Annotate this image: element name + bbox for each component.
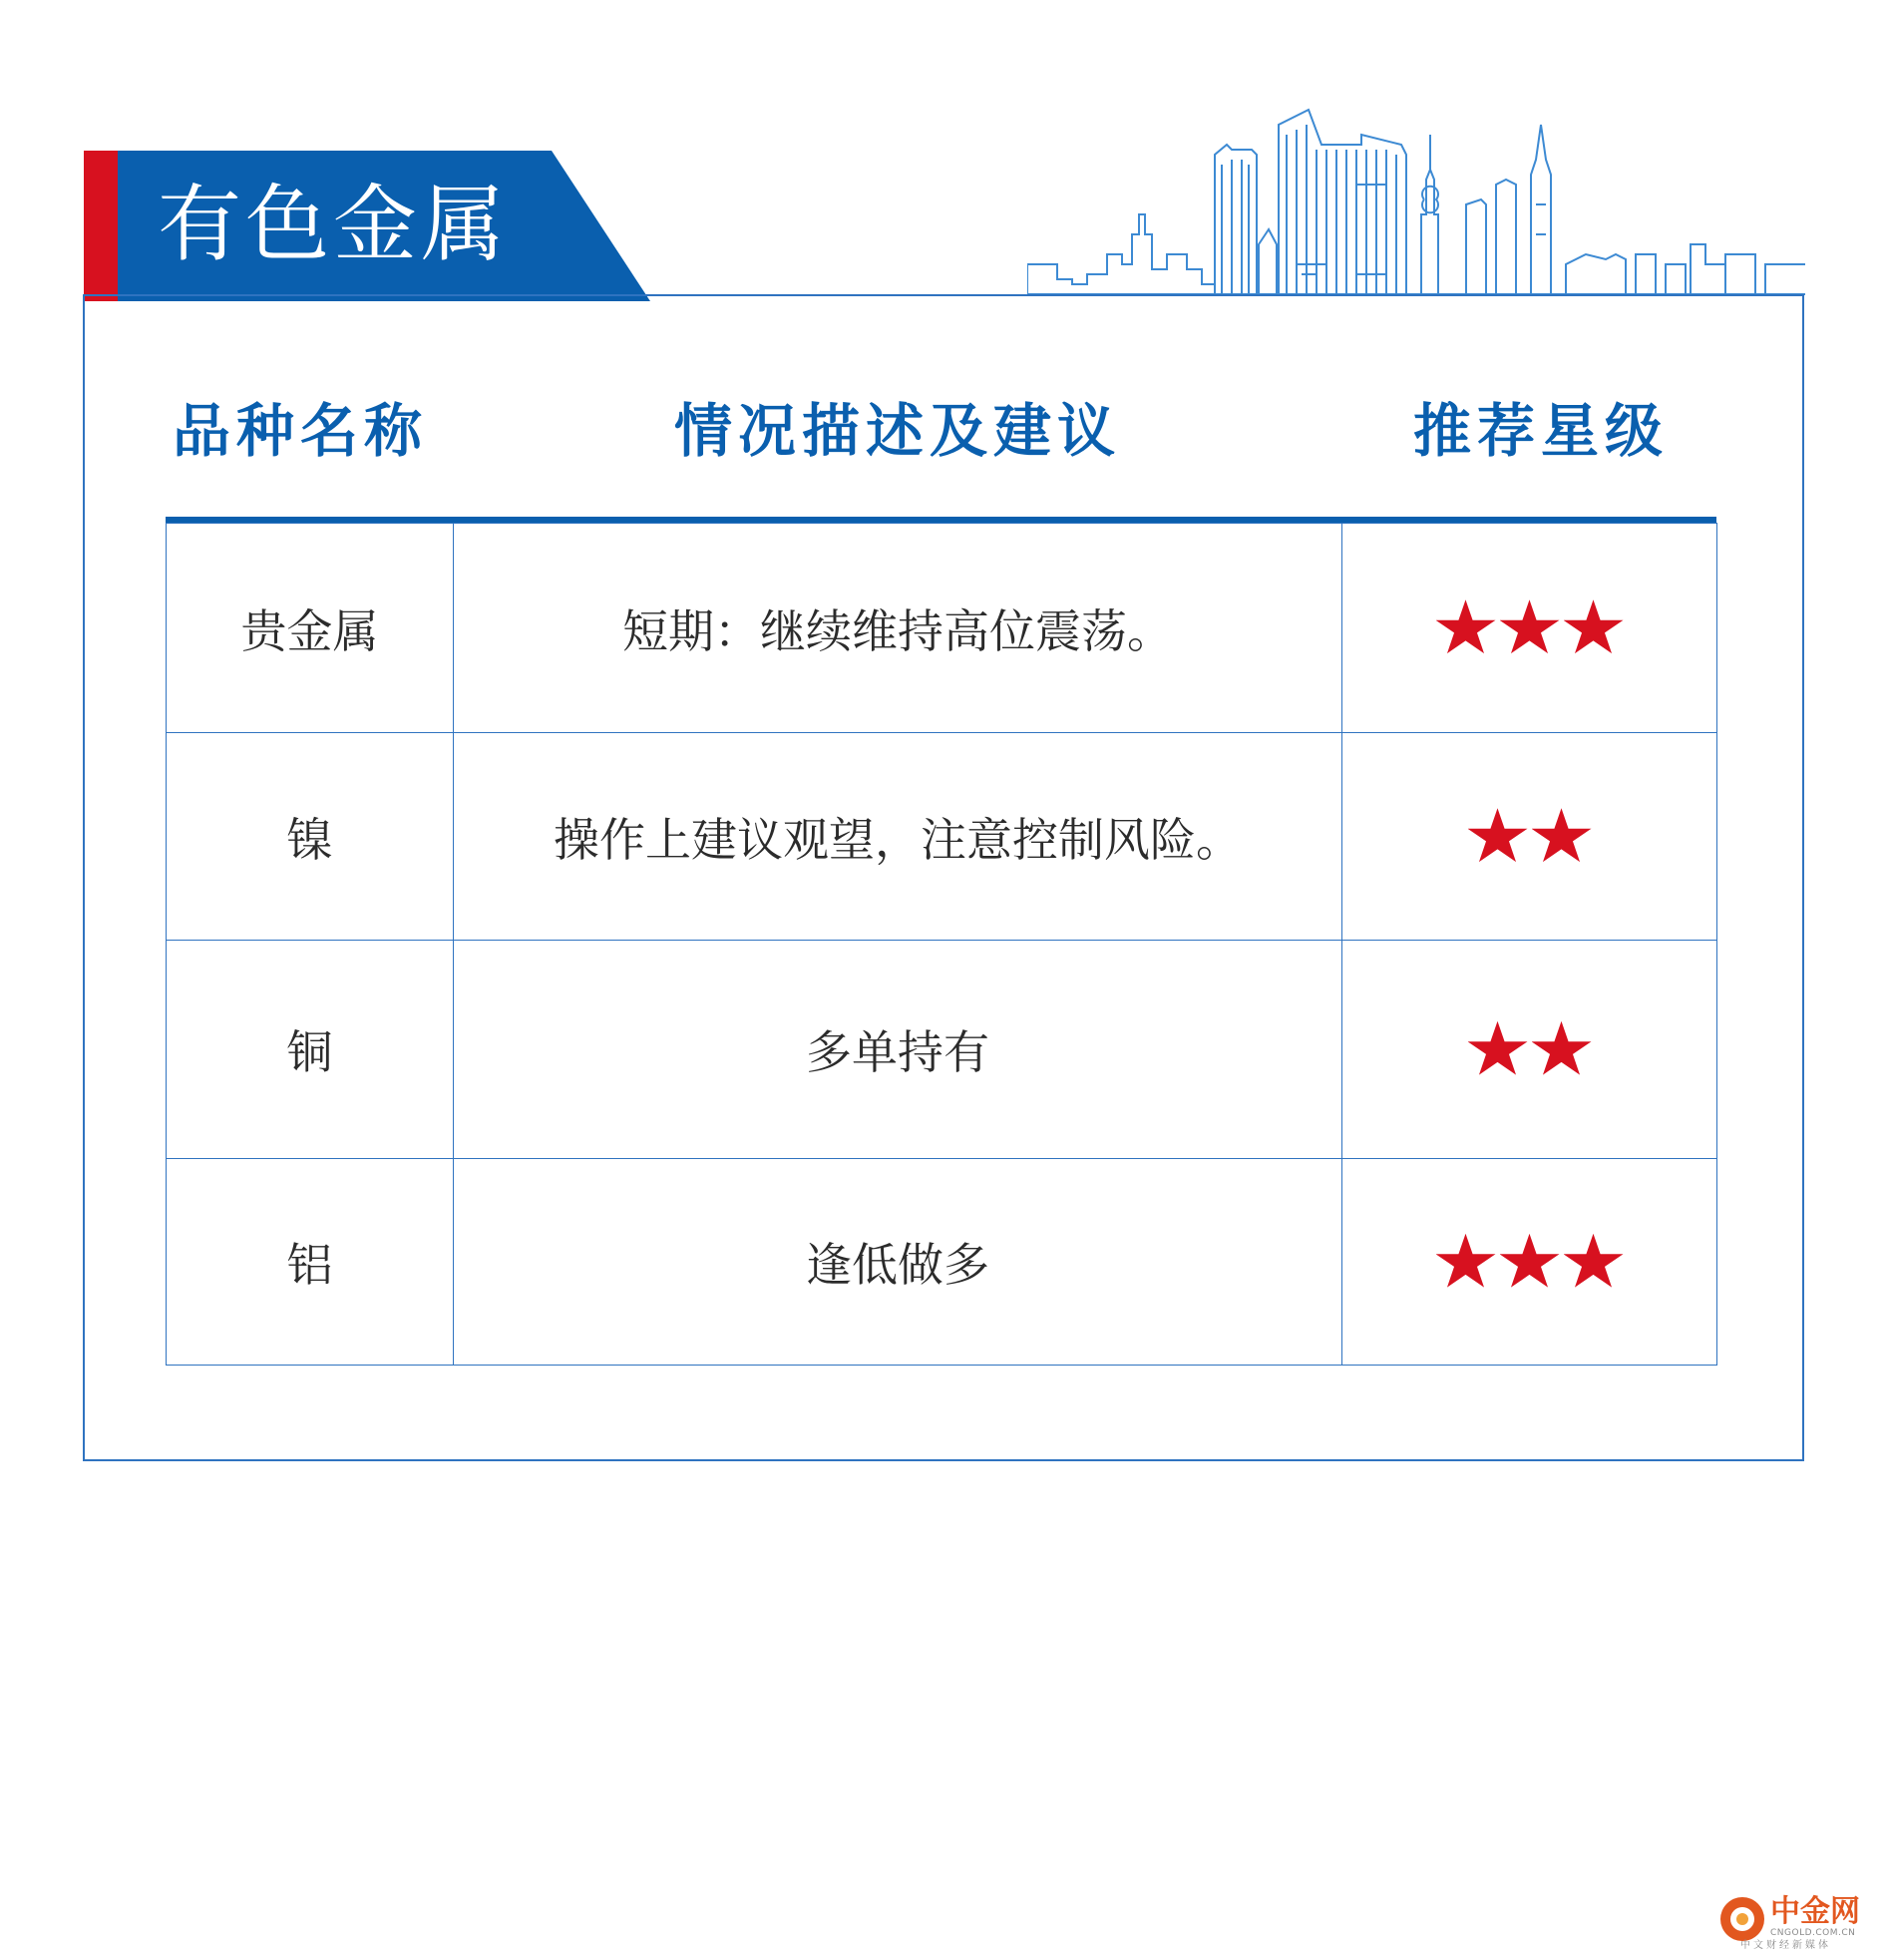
column-header-description: 情况描述及建议 xyxy=(673,397,1121,465)
description-cell: 短期：继续维持高位震荡。 xyxy=(454,524,1342,733)
description-cell: 操作上建议观望，注意控制风险。 xyxy=(454,733,1342,941)
star-icon xyxy=(1532,1021,1592,1079)
star-icon xyxy=(1468,808,1528,866)
recommendation-table xyxy=(166,523,1717,1366)
variety-cell: 贵金属 xyxy=(167,524,454,733)
variety-cell: 铜 xyxy=(167,941,454,1159)
star-rating xyxy=(1466,1019,1594,1079)
rating-cell xyxy=(1342,524,1717,733)
star-icon xyxy=(1564,599,1624,657)
brand-logo xyxy=(1720,1895,1870,1950)
star-icon xyxy=(1564,1234,1624,1292)
logo-name: 中金网 xyxy=(1770,1894,1860,1929)
star-rating xyxy=(1466,807,1594,867)
rating-cell xyxy=(1342,1159,1717,1366)
variety-cell: 镍 xyxy=(167,733,454,941)
table-row xyxy=(167,524,1717,733)
section-title: 有色金属 xyxy=(158,176,510,273)
column-header-variety: 品种名称 xyxy=(172,397,428,465)
star-icon xyxy=(1436,1234,1496,1292)
logo-domain: CNGOLD.COM.CN xyxy=(1770,1928,1856,1938)
star-rating xyxy=(1434,598,1626,658)
star-rating xyxy=(1434,1232,1626,1292)
star-icon xyxy=(1500,599,1560,657)
table-row xyxy=(167,941,1717,1159)
rating-cell xyxy=(1342,941,1717,1159)
description-cell: 逢低做多 xyxy=(454,1159,1342,1366)
star-icon xyxy=(1436,599,1496,657)
logo-tagline: 中文财经新媒体 xyxy=(1740,1940,1831,1951)
section-tab-accent xyxy=(84,151,118,301)
column-header-rating: 推荐星级 xyxy=(1412,397,1669,465)
star-icon xyxy=(1500,1234,1560,1292)
description-cell: 多单持有 xyxy=(454,941,1342,1159)
star-icon xyxy=(1532,808,1592,866)
star-icon xyxy=(1468,1021,1528,1079)
skyline-illustration xyxy=(1027,105,1805,299)
table-row xyxy=(167,1159,1717,1366)
logo-icon xyxy=(1720,1897,1764,1941)
table-row xyxy=(167,733,1717,941)
rating-cell xyxy=(1342,733,1717,941)
variety-cell: 铝 xyxy=(167,1159,454,1366)
